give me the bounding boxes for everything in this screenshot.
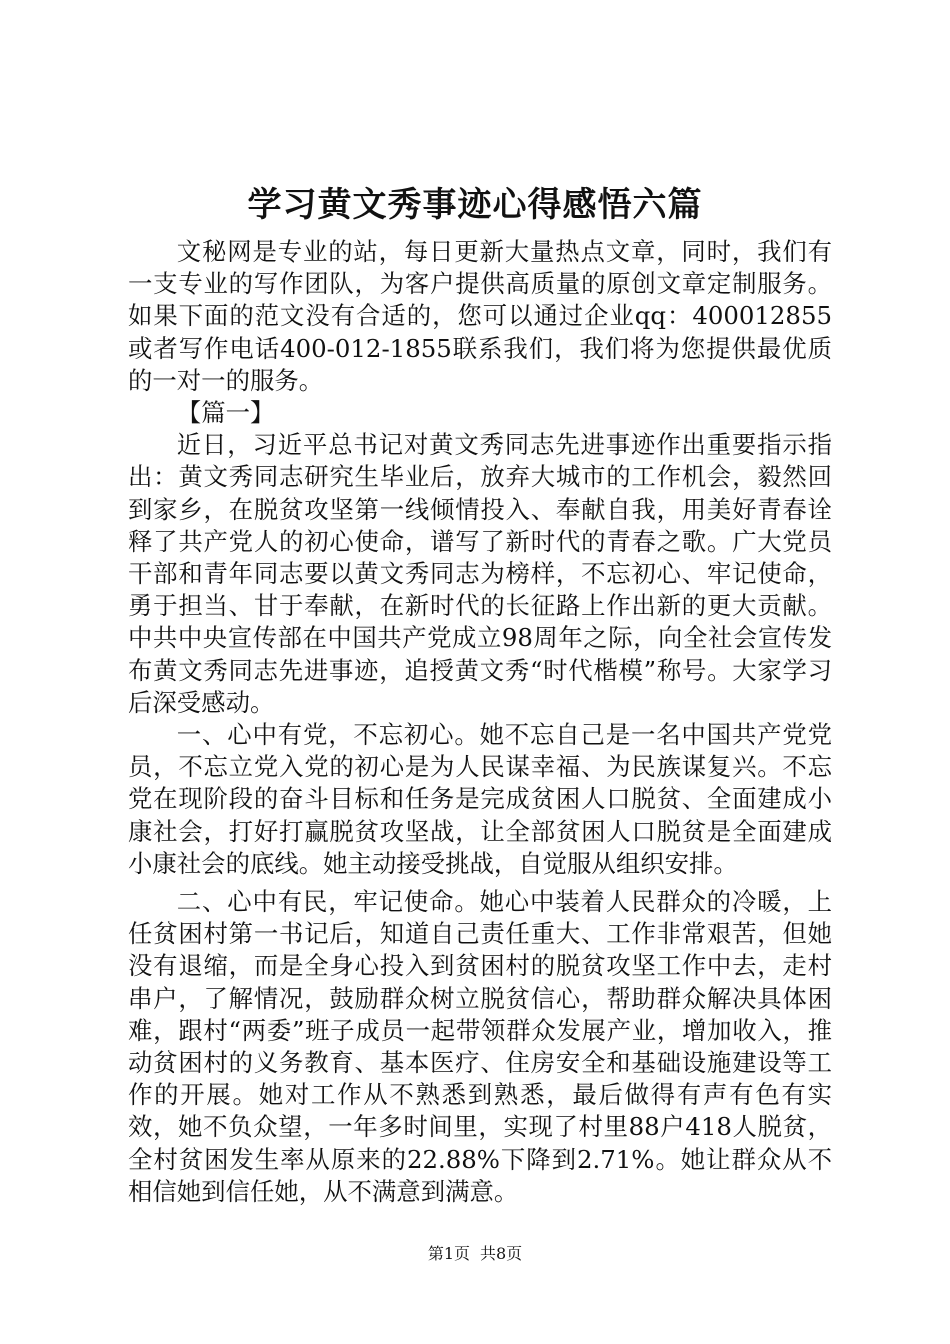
body-paragraph: 二、心中有民，牢记使命。她心中装着人民群众的冷暖，上任贫困村第一书记后，知道自己责任重大、工作非常艰苦，但她没有退缩，而是全身心投入到贫困村的脱贫攻坚工作中去，走村串户，了解情况，鼓励群众树立脱贫信心，帮助群众解决具体困难，跟村“两委”班子成员一起带领群众发展产业，增加收入，推动贫困村的义务教育、基本医疗、住房安全和基础设施建设等工作的开展。她对工作从不熟悉到熟悉，最后做得有声有色有实效，她不负众望，一年多时间里，实现了村里88户418人脱贫，全村贫困发生率从原来的22.88%下降到2.71%。她让群众从不相信她到信任她，从不满意到满意。: [128, 887, 832, 1206]
document-title: 学习黄文秀事迹心得感悟六篇: [247, 185, 703, 225]
document-body: [128, 236, 832, 1208]
page-footer: [0, 1243, 950, 1265]
intro-paragraph: 文秘网是专业的站，每日更新大量热点文章，同时，我们有一支专业的写作团队，为客户提供高质量的原创文章定制服务。如果下面的范文没有合适的，您可以通过企业qq：400012855或者写作电话400-012-1855联系我们，我们将为您提供最优质的一对一的服务。: [128, 237, 832, 395]
page-total: 共8页: [480, 1244, 523, 1263]
body-paragraph: 一、心中有党，不忘初心。她不忘自己是一名中国共产党党员，不忘立党入党的初心是为人民谋幸福、为民族谋复兴。不忘党在现阶段的奋斗目标和任务是完成贫困人口脱贫、全面建成小康社会，打好打赢脱贫攻坚战，让全部贫困人口脱贫是全面建成小康社会的底线。她主动接受挑战，自觉服从组织安排。: [128, 720, 832, 878]
page-number: 第1页: [427, 1244, 470, 1263]
body-paragraph: 近日，习近平总书记对黄文秀同志先进事迹作出重要指示指出：黄文秀同志研究生毕业后，放弃大城市的工作机会，毅然回到家乡，在脱贫攻坚第一线倾情投入、奉献自我，用美好青春诠释了共产党人的初心使命，谱写了新时代的青春之歌。广大党员干部和青年同志要以黄文秀同志为榜样，不忘初心、牢记使命，勇于担当、甘于奉献，在新时代的长征路上作出新的更大贡献。中共中央宣传部在中国共产党成立98周年之际，向全社会宣传发布黄文秀同志先进事迹，追授黄文秀“时代楷模”称号。大家学习后深受感动。: [128, 430, 832, 717]
section-heading: 【篇一】: [176, 398, 275, 428]
